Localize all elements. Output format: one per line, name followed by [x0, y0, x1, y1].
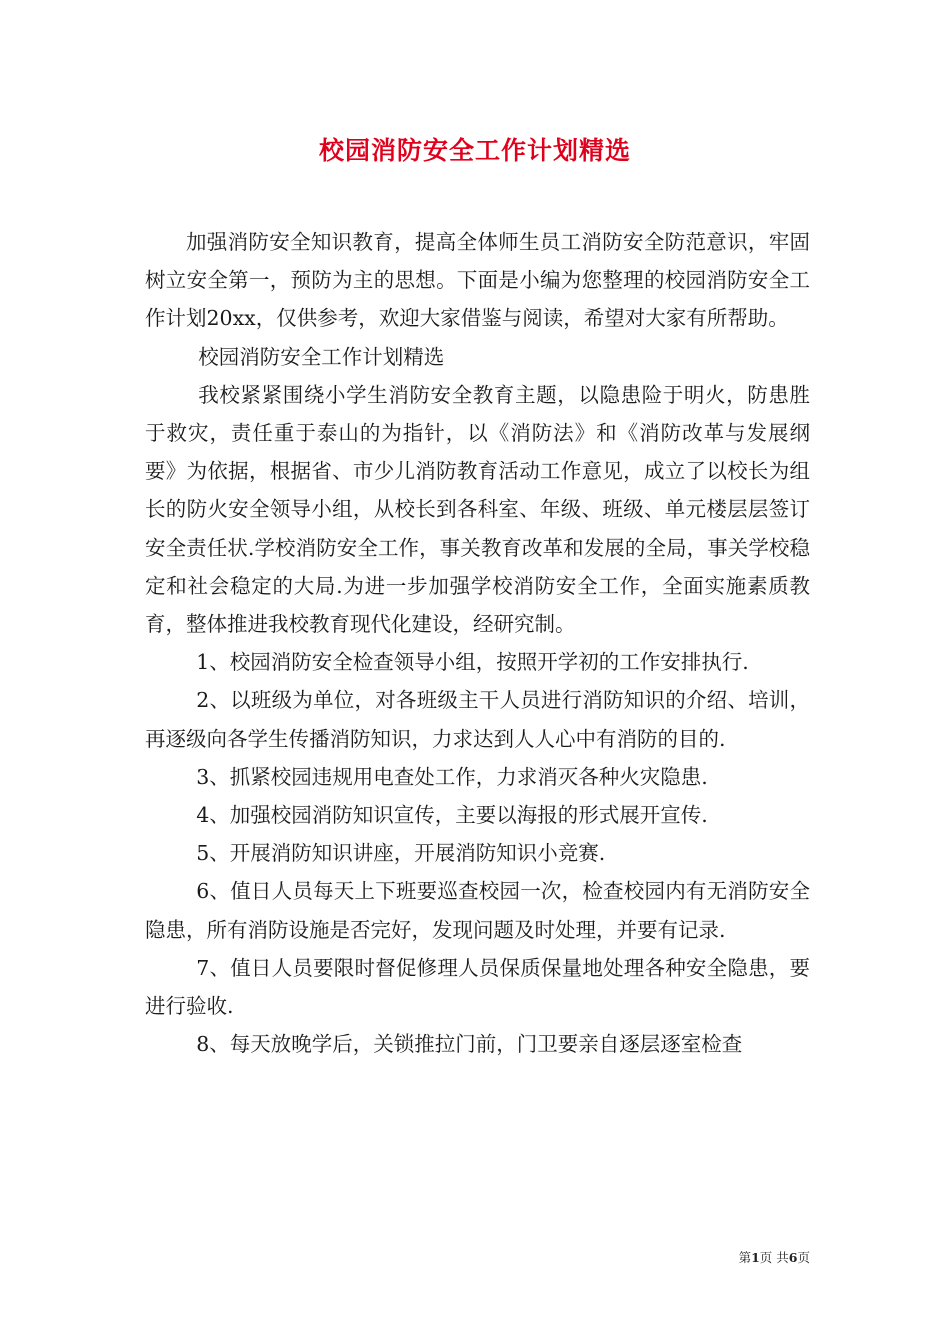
- document-title: 校园消防安全工作计划精选: [318, 136, 631, 165]
- footer-prefix: 第: [738, 1250, 752, 1265]
- list-item-8: 8、每天放晚学后，关锁推拉门前，门卫要亲自逐层逐室检查: [196, 1032, 743, 1057]
- list-item-3: 3、抓紧校园违规用电查处工作，力求消灭各种火灾隐患.: [196, 764, 708, 789]
- total-page-count: 6: [788, 1250, 798, 1265]
- list-item-5: 5、开展消防知识讲座，开展消防知识小竞赛.: [196, 841, 606, 866]
- list-item-2: 2、以班级为单位，对各班级主干人员进行消防知识的介绍、培训，再逐级向各学生传播消防知识，力求达到人人心中有消防的目的.: [145, 688, 810, 751]
- list-item-7: 7、值日人员要限时督促修理人员保质保量地处理各种安全隐患，要进行验收.: [145, 955, 810, 1019]
- body-paragraph: 我校紧紧围绕小学生消防安全教育主题，以隐患险于明火，防患胜于救灾，责任重于泰山的为指针，以《消防法》和《消防改革与发展纲要》为依据，根据省、市少儿消防教育活动工作意见，成立了以校长为组长的防火安全领导小组，从校长到各科室、年级、班级、单元楼层层签订安全责任状.学校消防安全工作，事关教育改革和发展的全局，事关学校稳定和社会稳定的大局.为进一步加强学校消防安全工作，全面实施素质教育，整体推进我校教育现代化建设，经研究制。: [145, 382, 810, 637]
- list-item-4: 4、加强校园消防知识宣传，主要以海报的形式展开宣传.: [196, 803, 708, 828]
- footer-suffix: 页: [797, 1250, 810, 1265]
- page-number-footer: [660, 1248, 810, 1266]
- list-item-6: 6、值日人员每天上下班要巡查校园一次，检查校园内有无消防安全隐患，所有消防设施是否完好，发现问题及时处理，并要有记录.: [145, 879, 810, 942]
- current-page-number: 1: [751, 1250, 760, 1265]
- document-body: [145, 223, 810, 1063]
- footer-middle: 页 共: [759, 1250, 789, 1265]
- list-item-1: 1、校园消防安全检查领导小组，按照开学初的工作安排执行.: [196, 650, 749, 675]
- section-heading: 校园消防安全工作计划精选: [198, 344, 445, 369]
- intro-paragraph: 加强消防安全知识教育，提高全体师生员工消防安全防范意识，牢固树立安全第一，预防为主的思想。下面是小编为您整理的校园消防安全工作计划20xx，仅供参考，欢迎大家借鉴与阅读，希望对大家有所帮助。: [145, 230, 810, 331]
